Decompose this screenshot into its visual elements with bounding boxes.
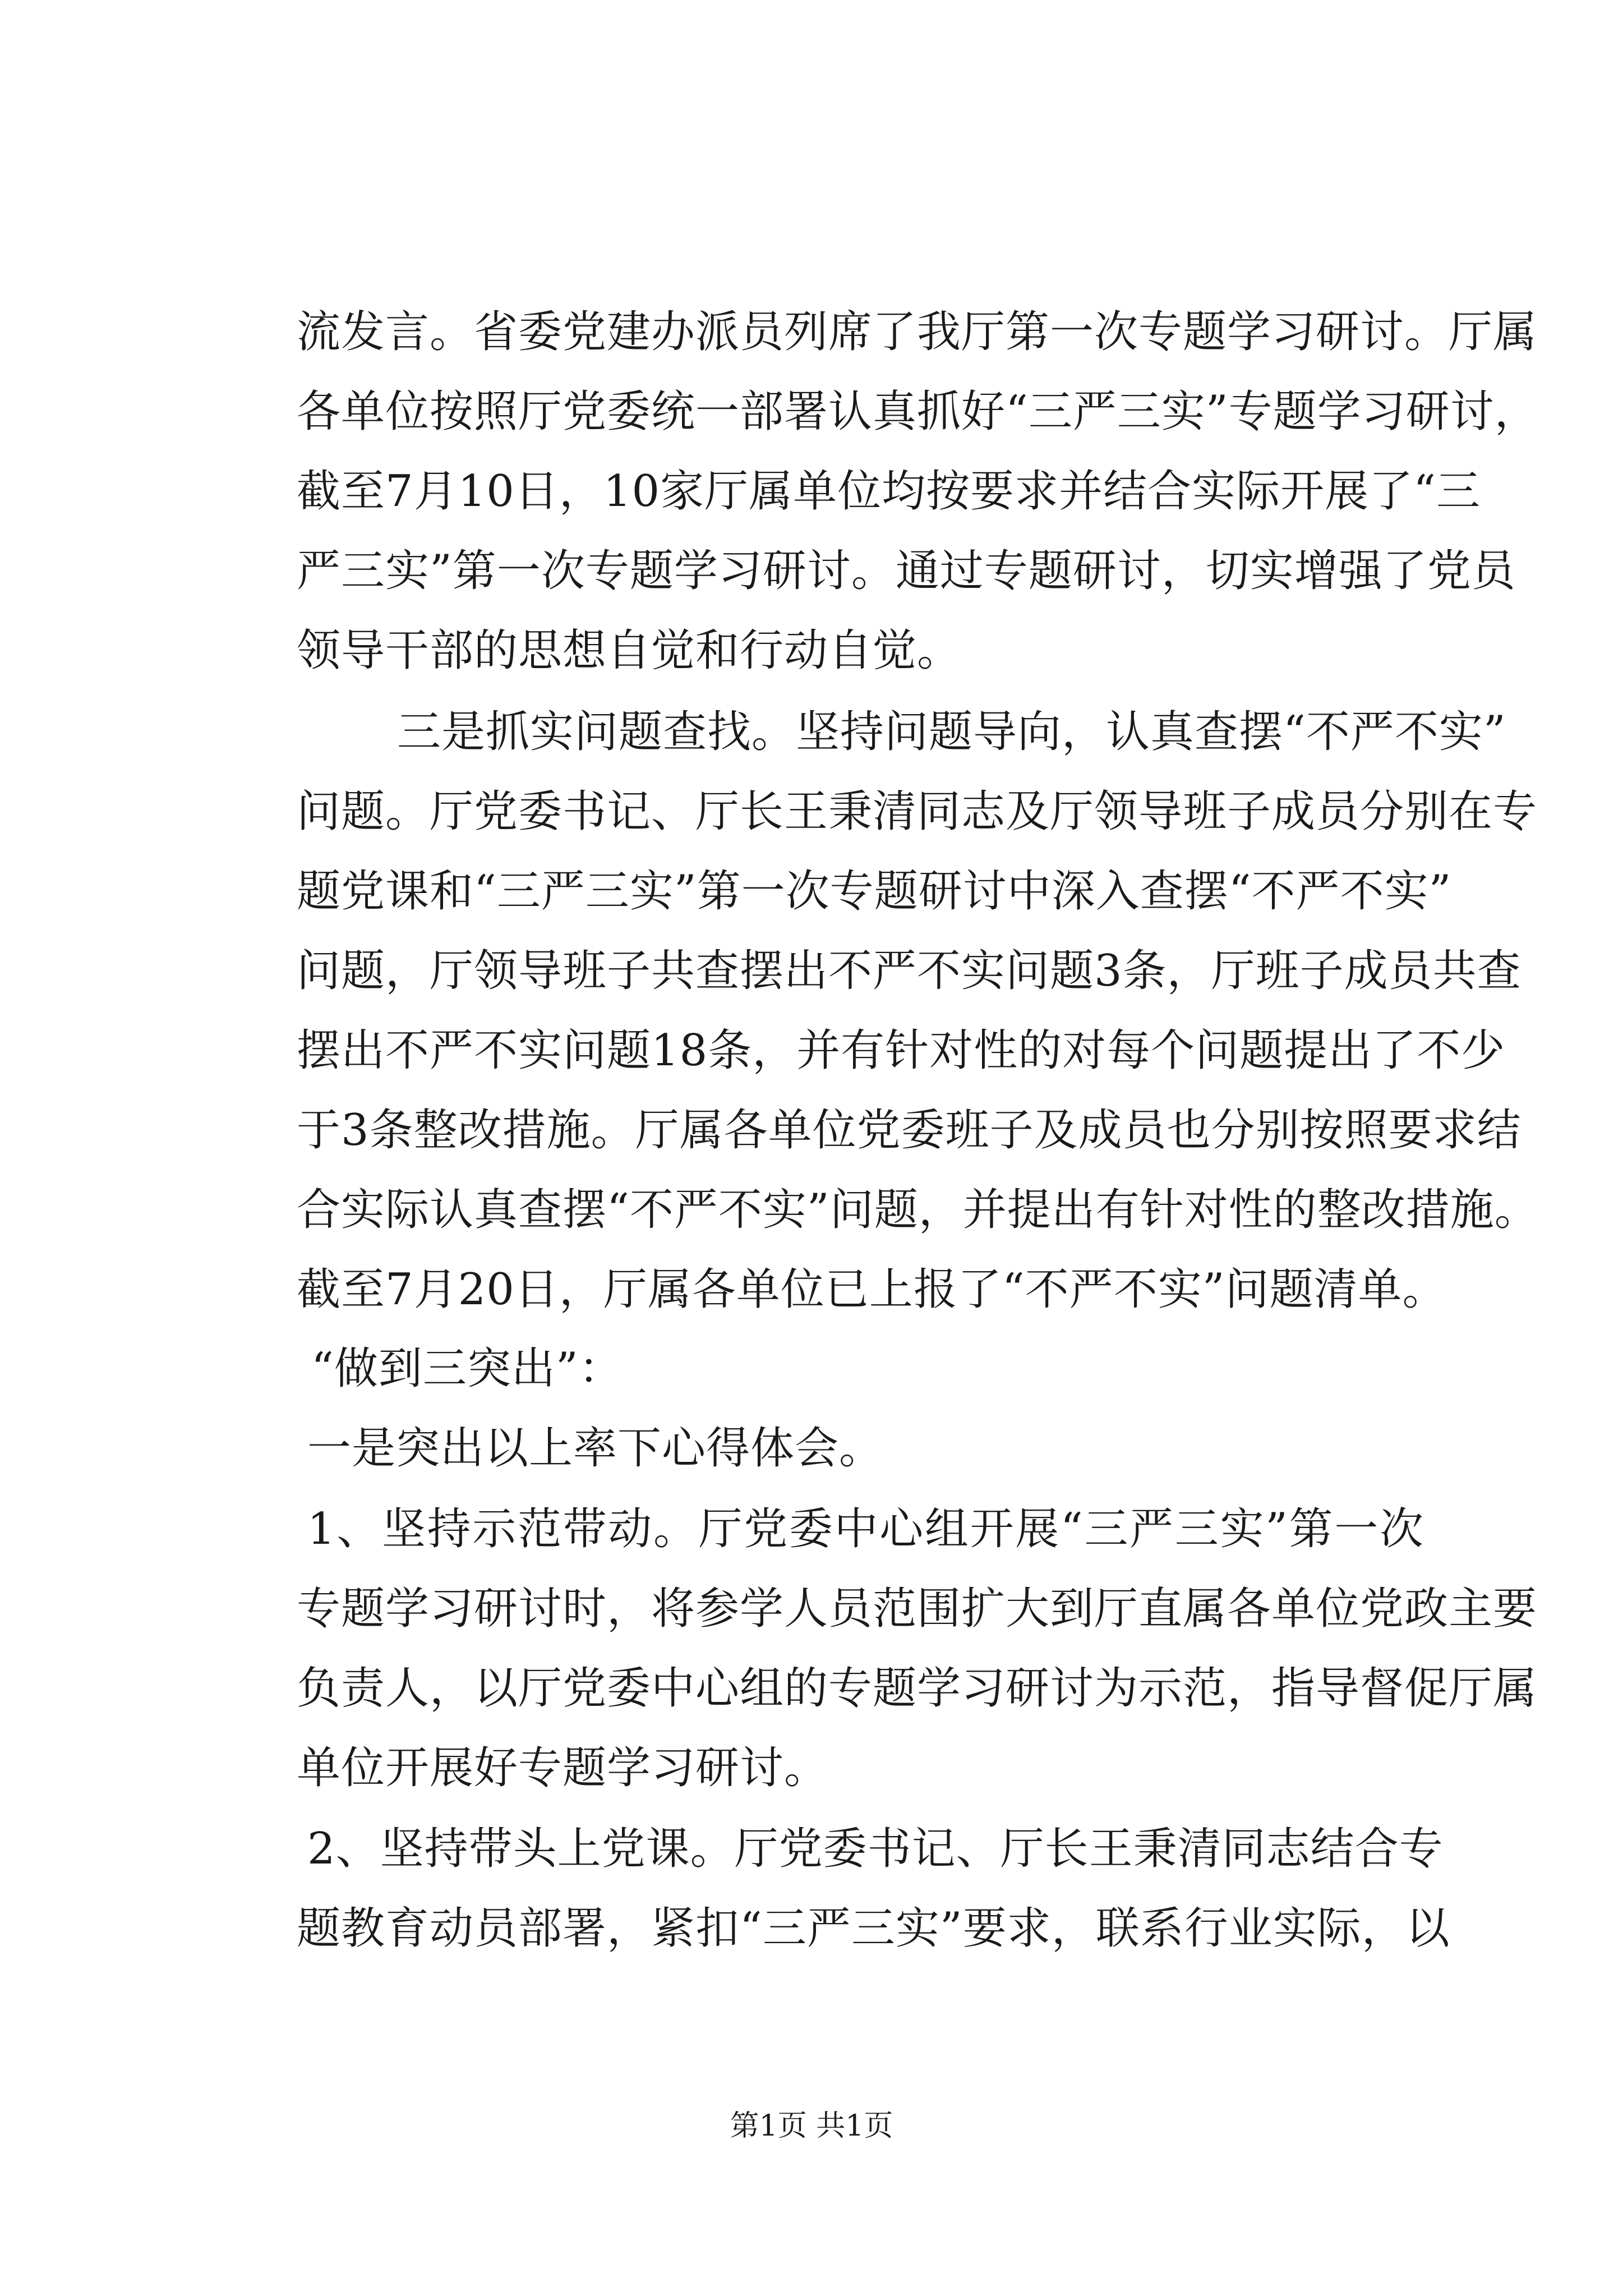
page-footer: 第1页 共1页 xyxy=(730,2109,893,2143)
text-line-10: 摆出不严不实问题18条，并有针对性的对每个问题提出了不少 xyxy=(297,1025,1506,1076)
text-line-13: 截至7月20日，厅属各单位已上报了“不严不实”问题清单。 xyxy=(297,1264,1447,1315)
text-line-6: 三是抓实问题查找。坚持问题导向，认真查摆“不严不实” xyxy=(397,707,1506,757)
text-line-12: 合实际认真查摆“不严不实”问题，并提出有针对性的整改措施。 xyxy=(297,1185,1539,1235)
text-line-21: 题教育动员部署，紧扣“三严三实”要求，联系行业实际，以 xyxy=(297,1903,1450,1954)
text-line-11: 于3条整改措施。厅属各单位党委班子及成员也分别按照要求结 xyxy=(297,1105,1521,1156)
text-line-9: 问题，厅领导班子共查摆出不严不实问题3条，厅班子成员共查 xyxy=(297,946,1521,996)
text-line-3: 截至7月10日，10家厅属单位均按要求并结合实际开展了“三 xyxy=(297,466,1481,517)
text-line-2: 各单位按照厅党委统一部署认真抓好“三严三实”专题学习研讨， xyxy=(297,386,1539,437)
text-line-15: 一是突出以上率下心得体会。 xyxy=(307,1423,884,1474)
text-line-20: 2、坚持带头上党课。厅党委书记、厅长王秉清同志结合专 xyxy=(307,1824,1444,1874)
text-line-1: 流发言。省委党建办派员列席了我厅第一次专题学习研讨。厅属 xyxy=(297,307,1538,357)
text-line-19: 单位开展好专题学习研讨。 xyxy=(297,1743,829,1793)
text-line-18: 负责人，以厅党委中心组的专题学习研讨为示范，指导督促厅属 xyxy=(297,1663,1538,1714)
text-line-8: 题党课和“三严三实”第一次专题研讨中深入查摆“不严不实” xyxy=(297,866,1452,917)
text-line-4: 严三实”第一次专题学习研讨。通过专题研讨，切实增强了党员 xyxy=(297,546,1516,596)
text-line-5: 领导干部的思想自觉和行动自觉。 xyxy=(297,625,962,676)
text-line-16: 1、坚持示范带动。厅党委中心组开展“三严三实”第一次 xyxy=(307,1504,1424,1554)
section-heading: “做到三突出”： xyxy=(311,1343,623,1394)
text-line-7: 问题。厅党委书记、厅长王秉清同志及厅领导班子成员分别在专 xyxy=(297,786,1538,837)
text-line-17: 专题学习研讨时，将参学人员范围扩大到厅直属各单位党政主要 xyxy=(297,1584,1538,1634)
